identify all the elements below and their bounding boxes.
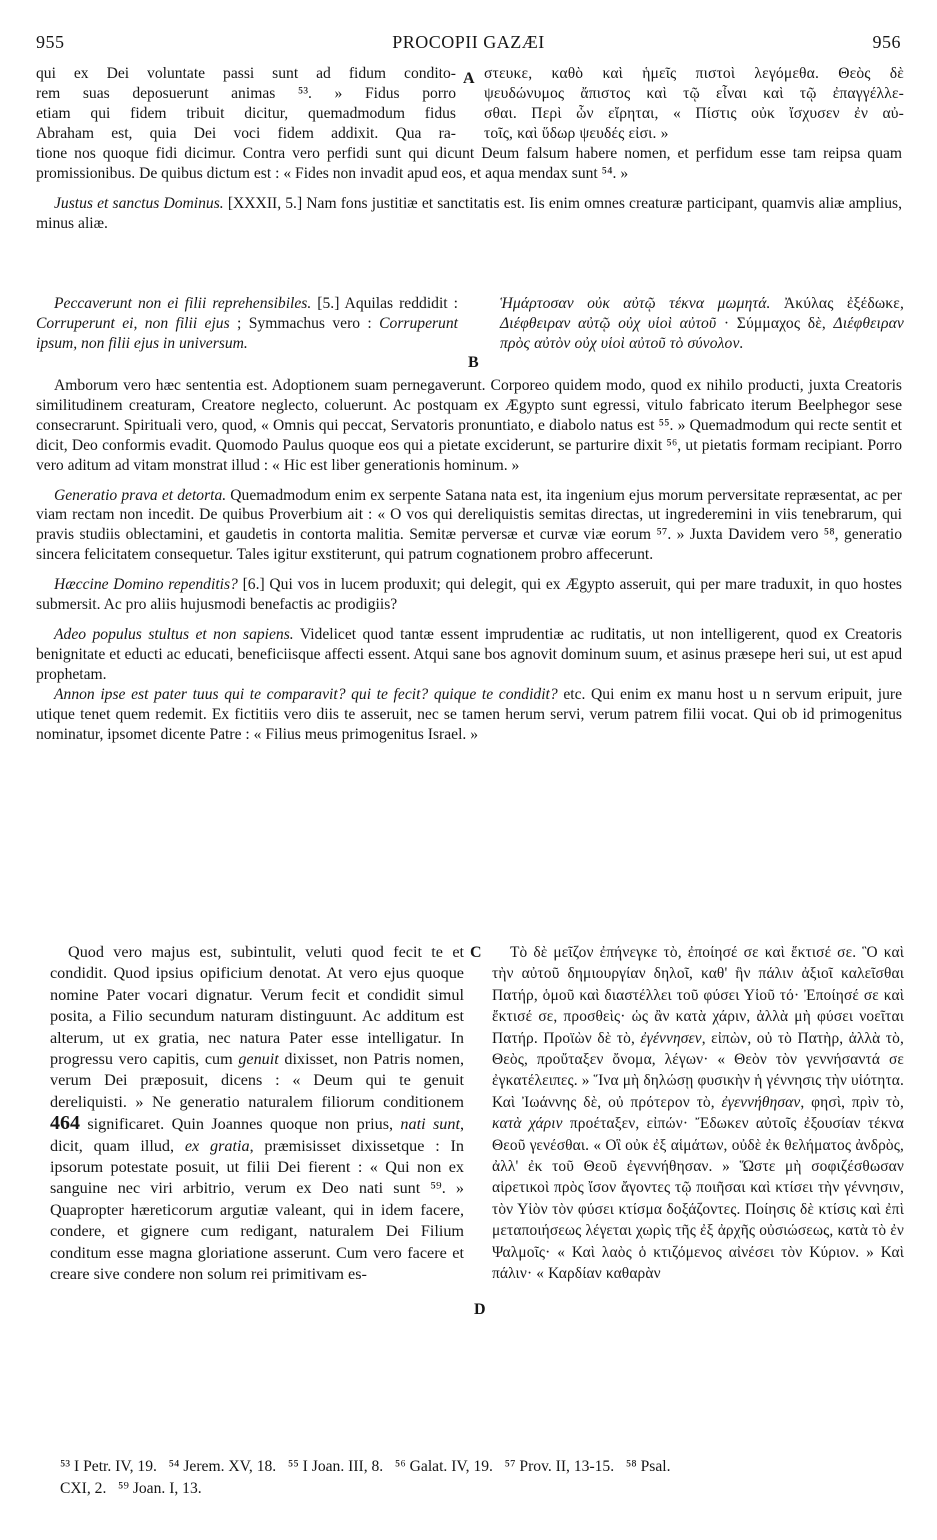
text-line: Abraham est, quia Dei voci fidem addixit. Qua ra- — [36, 124, 456, 142]
lemma-greek-column — [500, 294, 904, 354]
text: , præmisisset dixissetque : In ipsorum potestate posuit, ut filii Dei fierent : « Qui non ex sanguine nec viri arbitrio, verum ex Deo nati sunt ⁵⁹. » Quapropter hæreticorum argutiæ valeant, qui in idem facere, condere, et gignere cum redigant, naturalem Dei Filium conditum esse magna gloriatione asserunt. Cum vero facere et creare sive condere non solum rei primitivam es- — [50, 1136, 464, 1284]
lemma: Ἡμάρτοσαν οὐκ αὐτῷ τέκνα μωμητά. — [500, 295, 771, 312]
page-number-right: 956 — [872, 32, 901, 52]
text: ; Symmachus vero : — [229, 314, 380, 332]
quote: κατὰ χάριν — [492, 1115, 563, 1133]
text-line: qui ex Dei voluntate passi sunt ad fidum condito- — [36, 65, 456, 82]
top-latin-column — [36, 64, 456, 144]
text: Τὸ δὲ μεῖζον ἐπήνεγκε τὸ, ἐποίησέ σε καὶ ἔκτισέ σε. Ὃ καὶ τὴν αὐτοῦ δημιουργίαν δηλοῖ, καθ' ἣν πάλιν ἀξιοῖ καλεῖσθαι Πατήρ, ὁμοῦ καὶ διαστέλλει τοῦ φύσει Υἱοῦ τό· Ἐποίησέ σε καὶ ἔκτισέ σε, προσθεὶς· ὡς ἂν κατὰ χάριν, ἀλλὰ μὴ φύσει νοεῖται Πατήρ. Προϊὼν δὲ τὸ, — [492, 944, 904, 1047]
paragraph — [50, 942, 464, 1286]
paragraph — [492, 942, 904, 1285]
commentary-continued — [36, 376, 902, 744]
commentary: Quemadmodum enim ex serpente Satana nata est, ita ingenium ejus morum perversitate repræsentat, ac per viam rectam non incedit. De quibus Proverbium ait : « O vos qui dereliquistis semitas directas, ut ingrederemini in viis tenebrarum, qui pravis studiis oblectamini, et gaudetis in contorta malitia. Semitæ perversæ et curvæ viæ eorum ⁵⁷. » Juxta Davidem vero ⁵⁸, generatio sincera felicitatem consequetur. Tales igitur exstiterunt, qui patrum cognationem probro affecerunt. — [36, 486, 902, 564]
paragraph — [36, 486, 902, 566]
quote: Διέφθειραν πρὸς αὐτὸν οὐχ υἱοὶ αὐτοῦ τὸ σύνολον. — [500, 314, 904, 352]
paragraph — [36, 294, 458, 354]
text: Quod vero majus est, subintulit, veluti quod fecit te et condidit. Quod ipsius opificium denotat. At vero ejus quoque nomine Pater vocari dignatur. Verum fecit et condidit simul posita, a Filio secundum naturam distinguunt. Ac additum est alterum, ut ex gratia, nec natura Pater esse intelligatur. In progressu vero capitis, cum — [50, 943, 464, 1069]
lemma: Adeo populus stultus et non sapiens. — [54, 625, 294, 643]
text: dixisset, non Patris nomen, verum Dei præposuit, dicens : « Deum qui te genuit dereliquisti. » Ne generatio naturalem filiorum conditionem — [50, 1050, 464, 1111]
lemma: Annon ipse est pater tuus qui te comparavit? qui te fecit? quique te condidit? — [54, 685, 558, 703]
lemma: Peccaverunt non ei filii reprehensibiles. — [54, 295, 312, 312]
quote: Διέφθειραν αὐτῷ οὐχ υἱοὶ αὐτοῦ — [500, 314, 717, 332]
text: significaret. Quin Joannes quoque non prius, — [80, 1115, 401, 1134]
footnotes — [60, 1456, 909, 1500]
commentary: Videlicet quod tantæ essent imprudentiæ ac ruditatis, ut non intelligerent, quod ex Creatoris benignitate et educti ac educati, beneficiisque affecti essent. Atqui sane bos agnovit dominum suum, et asinus præsepe heri sui, ut est apud prophetam. — [36, 625, 902, 683]
quote: Corruperunt ei, non filii ejus — [36, 314, 230, 332]
quote: ex gratia — [184, 1136, 250, 1155]
paragraph: Amborum vero hæc sententia est. Adoptionem suam pernegaverunt. Corporeo quidem modo, quod ex nihilo producti, juxta Creatoris similitudinem creaturam, Creatore neglecto, coluerunt. Ac postquam ex Ægypto sunt egressi, vitulo fabricato iterum Beelphegor sese consecrarunt. Spirituali vero, quod, « Omnis qui peccat, Servatoris pronuntiato, e diabolo natus est ⁵⁵. » Quemadmodum qui recte sentit et dicit, Deo conformis evadit. Quomodo Paulus quoque eos qui a pietate exciderunt, se parturire dixit ⁵⁶, ut pietatis formam recipiant. Porro vero aditum ad vitam monstrat illud : « Hic est liber generationis hominum. » — [36, 377, 902, 474]
text: Ἀκύλας ἐξέδωκε, — [770, 295, 904, 312]
text: · Σύμμαχος δὲ, — [716, 314, 834, 332]
quote: ἐγεννήθησαν — [721, 1093, 801, 1111]
lemma: Justus et sanctus Dominus. — [54, 194, 224, 212]
paragraph — [36, 575, 902, 615]
text: , εἰπὼν, οὐ τὸ Πατὴρ, ἀλλὰ τὸ, Θεὸς, προὔταξεν ὄνομα, λέγων· « Θεὸν τὸν γεννήσαντά σε ἐγκατέλειπες. » Ἵνα μὴ δηλώσῃ φυσικὴν ἡ γέννησις τὴν υἱότητα. Καὶ Ἰωάννης δὲ, οὐ πρότερον τὸ, — [492, 1029, 905, 1111]
paragraph — [36, 194, 902, 234]
text: προέταξεν, εἰπών· Ἔδωκεν αὐτοῖς ἐξουσίαν τέκνα Θεοῦ γενέσθαι. « Οἳ οὐκ ἐξ αἱμάτων, οὐδὲ ἐκ θελήματος ἀνδρὸς, ἀλλ' ἐκ τοῦ Θεοῦ ἐγεννήθησαν. » Ὥστε μὴ σοφιζέσθωσαν αἱρετικοὶ πρὸς ἴσον ἄγοντες τῷ ποιῆσαι καὶ κτίσει τὴν γέννησιν, τὸν Υἱὸν τὸν φύσει κτίσμα δοξάζοντες. Ποίησις δὲ κτίσις καὶ ἐπὶ μεταποιήσεως λέγεται χωρὶς τῆς ἐξ ἀρχῆς οὐσιώσεως, κατὰ τὸ ἐν Ψαλμοῖς· « Καὶ λαὸς ὁ κτιζόμενος αἰνέσει τὸν Κύριον. » Καὶ πάλιν· « Καρδίαν καθαρὰν — [492, 1115, 904, 1283]
paragraph: tione nos quoque fidi dicimur. Contra vero perfidi sunt qui dicunt Deum falsum habere nomen, et perfidum esse tam reipsa quam promissionibus. De quibus dictum est : « Fides non invadit apud eos, et aqua mendax sunt ⁵⁴. » — [36, 145, 902, 182]
lemma: Hæccine Domino rependitis? — [54, 576, 238, 594]
quote: ἐγέννησεν — [640, 1029, 702, 1047]
footnote-line: CXI, 2. ⁵⁹ Joan. I, 13. — [60, 1480, 202, 1497]
commentary: etc. Qui enim ex manu host u n servum eripuit, jure utique tenet quem redemit. Ex fictitiis vero diis te asseruit, nec se tamen herum servi, verum patrem filii vocat. Qui ob id primogenitus nominatur, ipsomet dicente Patre : « Filius meus primogenitus Israel. » — [36, 685, 902, 743]
lemma-latin-column — [36, 294, 458, 354]
text-line: σθαι. Περὶ ὧν εἴρηται, « Πίστις οὐκ ἴσχυσεν ἐν αὐ- — [484, 104, 904, 122]
text-line: etiam qui fidem tribuit dicitur, quemadmodum fidus — [36, 104, 456, 122]
column-number: 464 — [50, 1112, 80, 1135]
commentary-full-width — [36, 144, 902, 234]
commentary: [6.] Qui vos in lucem produxit; qui delegit, qui ex Ægypto asseruit, qui per mare traduxit, in quo hostes submersit. Ac pro aliis hujusmodi benefactis ac prodigiis? — [36, 576, 903, 614]
quote: Corruperunt ipsum, non filii ejus in universum. — [36, 314, 458, 352]
commentary: [XXXII, 5.] Nam fons justitiæ et sanctitatis est. Iis enim omnes creaturæ participant, quamvis aliæ amplius, minus aliæ. — [36, 194, 902, 232]
text: [5.] Aquilas reddidit : — [311, 295, 458, 312]
text: , φησὶ, πρὶν τὸ, — [800, 1093, 904, 1111]
text-line: στευκε, καθὸ καὶ ἡμεῖς πιστοὶ λεγόμεθα. Θεὸς δὲ — [484, 65, 904, 82]
text-line: τοῖς, καὶ ὕδωρ ψευδές εἰσι. » — [484, 124, 669, 142]
paragraph — [36, 685, 902, 745]
footnote-line: ⁵³ I Petr. IV, 19. ⁵⁴ Jerem. XV, 18. ⁵⁵ I Joan. III, 8. ⁵⁶ Galat. IV, 19. ⁵⁷ Prov. II, 13-15. ⁵⁸ Psal. — [60, 1458, 671, 1475]
running-header — [36, 32, 901, 58]
paragraph — [500, 294, 904, 354]
margin-letter-c: C — [470, 944, 482, 961]
margin-letter-d: D — [474, 1301, 486, 1318]
bottom-greek-column — [492, 942, 904, 1285]
quote: genuit — [238, 1050, 279, 1069]
margin-letter-a: A — [463, 70, 475, 87]
text-line: rem suas deposuerunt animas ⁵³. » Fidus porro — [36, 84, 456, 102]
lemma: Generatio prava et detorta. — [54, 486, 227, 504]
margin-letter-b: B — [468, 354, 479, 371]
page-number-left: 955 — [36, 32, 65, 52]
quote: nati sunt — [400, 1115, 460, 1134]
page-title: PROCOPII GAZÆI — [392, 32, 545, 52]
bottom-latin-column — [50, 942, 464, 1286]
top-greek-column — [484, 64, 904, 144]
text-line: ψευδώνυμος ἄπιστος καὶ τῷ εἶναι καὶ τῷ ἐπαγγέλλε- — [484, 84, 904, 102]
paragraph — [36, 625, 902, 685]
text: , dicit, quam illud, — [50, 1115, 465, 1155]
